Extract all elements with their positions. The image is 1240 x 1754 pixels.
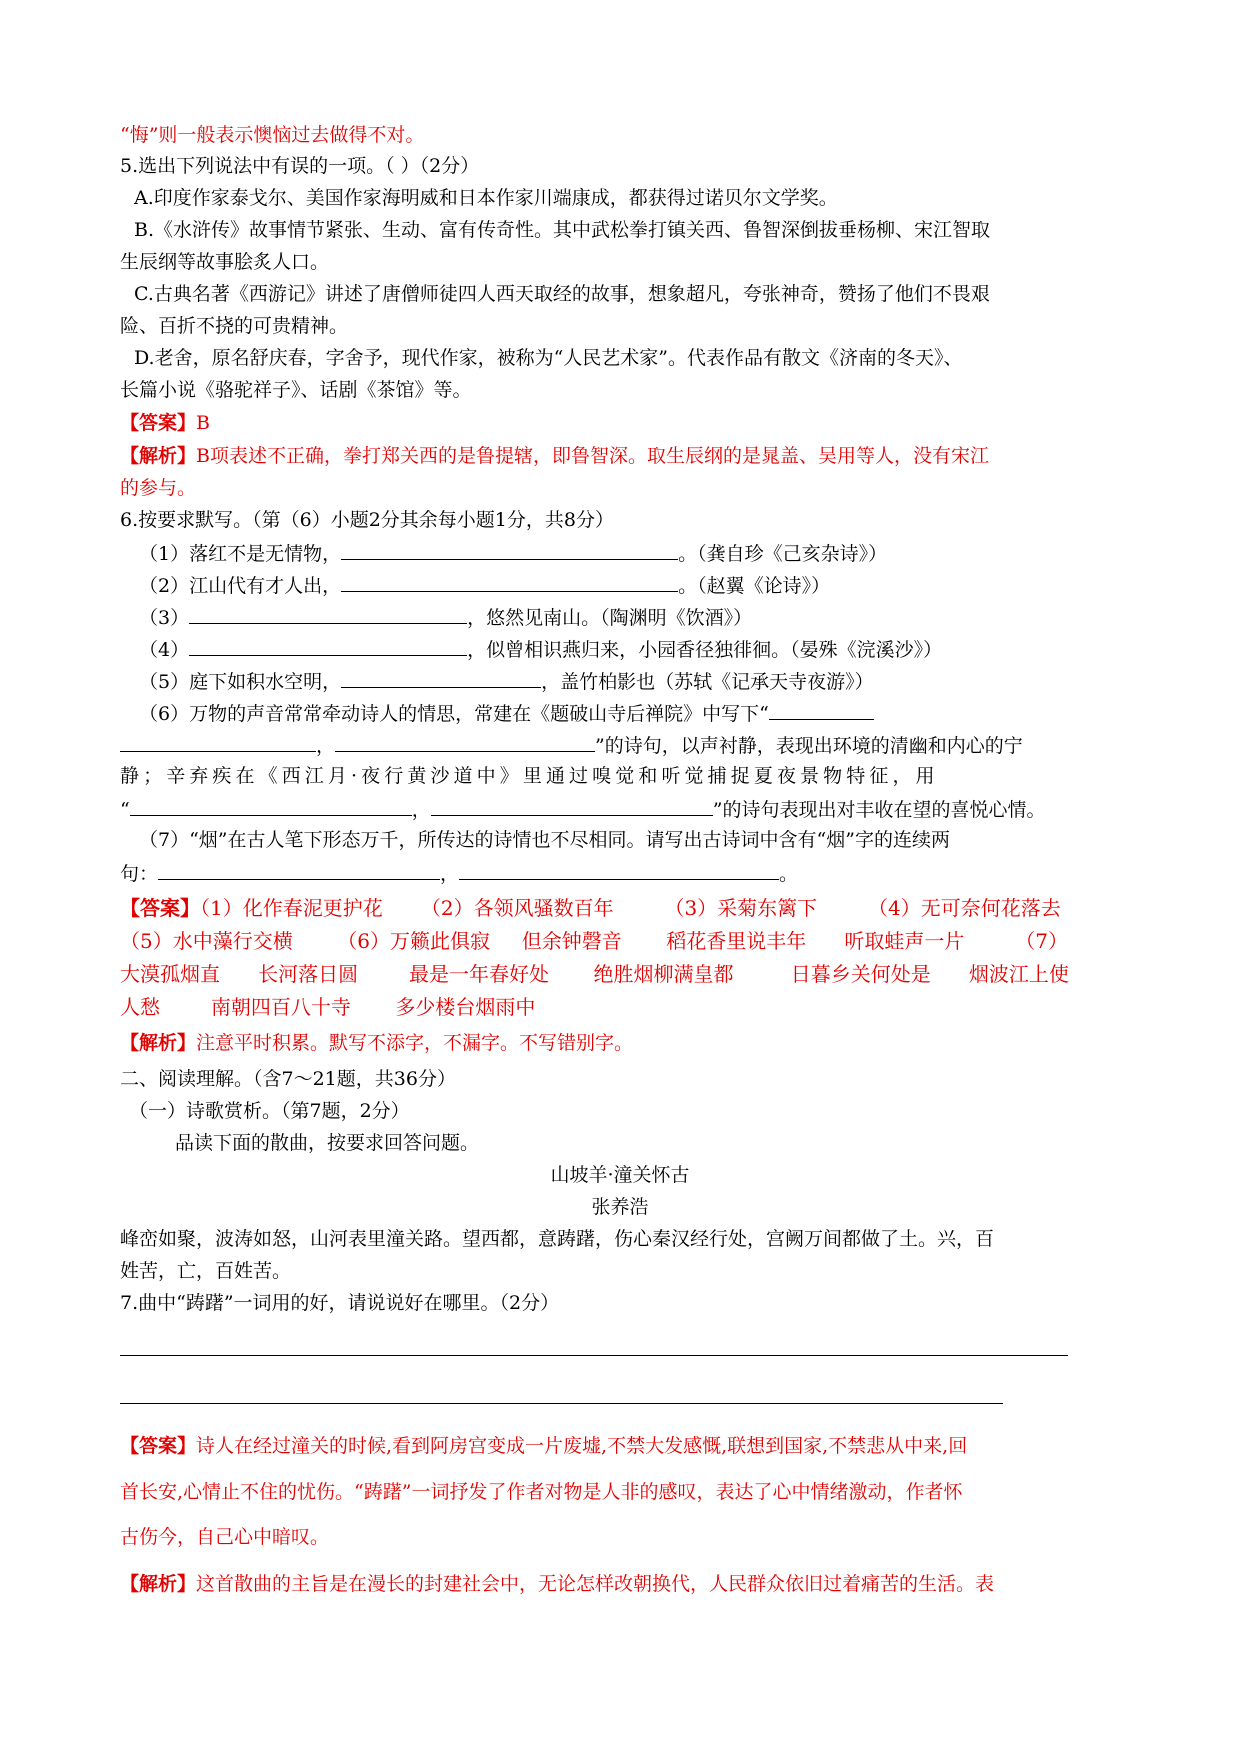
item-source: ，似曾相识燕归来，小园香径独徘徊。（晏殊《浣溪沙》） xyxy=(467,639,943,661)
q6-item-6-line1 xyxy=(139,699,874,727)
analysis-text: B项表述不正确，拳打郑关西的是鲁提辖，即鲁智深。取生辰纲的是晁盖、吴用等人，没有宋江 xyxy=(196,445,989,467)
item-source: ，悠然见南山。（陶渊明《饮酒》） xyxy=(467,607,753,629)
q5-option-b-line1: B.《水浒传》故事情节紧张、生动、富有传奇性。其中武松拳打镇关西、鲁智深倒拔垂杨柳、宋江智取 xyxy=(134,219,991,241)
answer-blank[interactable] xyxy=(335,731,595,752)
q6-item-7-line1: （7）“烟”在古人笔下形态万千，所传达的诗情也不尽相同。请写出古诗词中含有“烟”字的连续两 xyxy=(139,829,950,851)
section-title: 二、阅读理解。（含7～21题，共36分） xyxy=(120,1068,456,1090)
q5-option-d-line1: D.老舍，原名舒庆春，字舍予，现代作家，被称为“人民艺术家”。代表作品有散文《济南的冬天》、 xyxy=(134,347,963,369)
q6-answer-line4: 人愁 南朝四百八十寺 多少楼台烟雨中 xyxy=(120,995,536,1019)
quote-mark: “ xyxy=(120,799,130,821)
answer-blank[interactable] xyxy=(341,667,541,688)
item-text: 句： xyxy=(120,863,159,885)
q6-item-3 xyxy=(139,603,752,631)
item-text: （6）万物的声音常常牵动诗人的情思，常建在《题破山寺后禅院》中写下“ xyxy=(139,703,769,725)
reading-intro: 品读下面的散曲，按要求回答问题。 xyxy=(175,1132,480,1154)
q6-analysis xyxy=(120,1030,633,1056)
answer-text: 诗人在经过潼关的时候,看到阿房宫变成一片废墟,不禁大发感慨,联想到国家,不禁悲从中来,回 xyxy=(196,1435,968,1457)
q6-item-7-line2 xyxy=(120,859,798,887)
item-text: 。 xyxy=(779,863,799,885)
answer-blank[interactable] xyxy=(341,539,678,560)
item-text: （3） xyxy=(139,607,190,629)
q6-item-6-line4 xyxy=(120,795,1045,823)
answer-blank[interactable] xyxy=(130,795,412,816)
q6-item-5 xyxy=(139,667,874,695)
q6-item-6-line3: 静；辛弃疾在《西江月·夜行黄沙道中》里通过嗅觉和听觉捕捉夏夜景物特征，用 xyxy=(120,765,939,787)
answer-text: （1）化作春泥更护花 （2）各领风骚数百年 （3）采菊东篱下 （4）无可奈何花落去 xyxy=(200,896,1061,920)
q5-analysis-line2: 的参与。 xyxy=(120,477,197,499)
subsection-title: （一）诗歌赏析。（第7题，2分） xyxy=(129,1100,410,1122)
q5-option-a: A.印度作家泰戈尔、美国作家海明威和日本作家川端康成，都获得过诺贝尔文学奖。 xyxy=(134,187,838,209)
item-source: 。（龚自珍《己亥杂诗》） xyxy=(678,543,888,565)
q6-answer-line2: （5）水中藻行交横 （6）万籁此俱寂 但余钟磬音 稻花香里说丰年 听取蛙声一片 （7） xyxy=(120,929,1068,953)
answer-blank[interactable] xyxy=(158,859,440,880)
answer-blank[interactable] xyxy=(189,635,467,656)
separator: ， xyxy=(316,735,336,757)
answer-blank[interactable] xyxy=(431,795,713,816)
answer-blank[interactable] xyxy=(769,699,874,720)
item-source: 。（赵翼《论诗》） xyxy=(678,575,831,597)
analysis-tag: 【解析】 xyxy=(120,445,197,467)
answer-line[interactable] xyxy=(120,1355,1068,1356)
q6-item-6-line2 xyxy=(120,731,1023,759)
poem-line1: 峰峦如聚，波涛如怒，山河表里潼关路。望西都，意踌躇，伤心秦汉经行处，宫阙万间都做了土。兴，百 xyxy=(120,1228,995,1250)
analysis-tag: 【解析】 xyxy=(120,1032,197,1054)
q5-stem: 5.选出下列说法中有误的一项。（ ）（2分） xyxy=(120,155,480,177)
q6-stem: 6.按要求默写。（第（6）小题2分其余每小题1分，共8分） xyxy=(120,509,614,531)
separator: ， xyxy=(411,799,431,821)
q6-answer-line1 xyxy=(120,893,1061,923)
item-source: ，盖竹柏影也（苏轼《记承天寺夜游》） xyxy=(541,671,874,693)
separator: ， xyxy=(440,863,460,885)
analysis-text: 这首散曲的主旨是在漫长的封建社会中，无论怎样改朝换代，人民群众依旧过着痛苦的生活。表 xyxy=(196,1573,995,1595)
q5-option-b-line2: 生辰纲等故事脍炙人口。 xyxy=(120,251,330,273)
answer-blank[interactable] xyxy=(459,859,779,880)
q6-item-2 xyxy=(139,571,830,599)
q5-answer xyxy=(120,410,210,436)
q7-stem: 7.曲中“踌躇”一词用的好，请说说好在哪里。（2分） xyxy=(120,1292,560,1314)
q7-answer-line3: 古伤今，自己心中暗叹。 xyxy=(120,1526,330,1548)
answer-blank[interactable] xyxy=(189,603,467,624)
q6-item-4 xyxy=(139,635,942,663)
answer-text: B xyxy=(196,412,210,434)
prev-answer-tail: “悔”则一般表示懊恼过去做得不对。 xyxy=(120,124,425,146)
answer-tag: 【答案】 xyxy=(120,896,200,920)
q6-item-1 xyxy=(139,539,887,567)
item-text: （4） xyxy=(139,639,190,661)
q7-answer-line2: 首长安,心情止不住的忧伤。“踌躇”一词抒发了作者对物是人非的感叹，表达了心中情绪激动，作者怀 xyxy=(120,1481,963,1503)
item-text: （2）江山代有才人出， xyxy=(139,575,342,597)
analysis-tag: 【解析】 xyxy=(120,1573,197,1595)
q5-option-c-line1: C.古典名著《西游记》讲述了唐僧师徒四人西天取经的故事，想象超凡，夸张神奇，赞扬了他们不畏艰 xyxy=(134,283,990,305)
q5-option-d-line2: 长篇小说《骆驼祥子》、话剧《茶馆》等。 xyxy=(120,379,472,401)
q7-analysis xyxy=(120,1571,994,1597)
analysis-text: 注意平时积累。默写不添字，不漏字。不写错别字。 xyxy=(196,1032,634,1054)
answer-tag: 【答案】 xyxy=(120,1435,197,1457)
poem-title: 山坡羊·潼关怀古 xyxy=(550,1164,690,1186)
q5-analysis-line1 xyxy=(120,443,989,469)
q5-option-c-line2: 险、百折不挠的可贵精神。 xyxy=(120,315,349,337)
answer-blank[interactable] xyxy=(120,731,316,752)
answer-blank[interactable] xyxy=(341,571,678,592)
item-text: （1）落红不是无情物， xyxy=(139,543,342,565)
answer-line[interactable] xyxy=(120,1403,1003,1404)
answer-tag: 【答案】 xyxy=(120,412,197,434)
q6-answer-line3: 大漠孤烟直 长河落日圆 最是一年春好处 绝胜烟柳满皇都 日暮乡关何处是 烟波江上使 xyxy=(120,962,1069,986)
item-text: ”的诗句，以声衬静，表现出环境的清幽和内心的宁 xyxy=(595,735,1023,757)
poem-line2: 姓苦，亡，百姓苦。 xyxy=(120,1260,292,1282)
item-text: （5）庭下如积水空明， xyxy=(139,671,342,693)
q7-answer-line1 xyxy=(120,1433,967,1459)
poem-author: 张养浩 xyxy=(591,1196,649,1218)
item-text: ”的诗句表现出对丰收在望的喜悦心情。 xyxy=(712,799,1046,821)
